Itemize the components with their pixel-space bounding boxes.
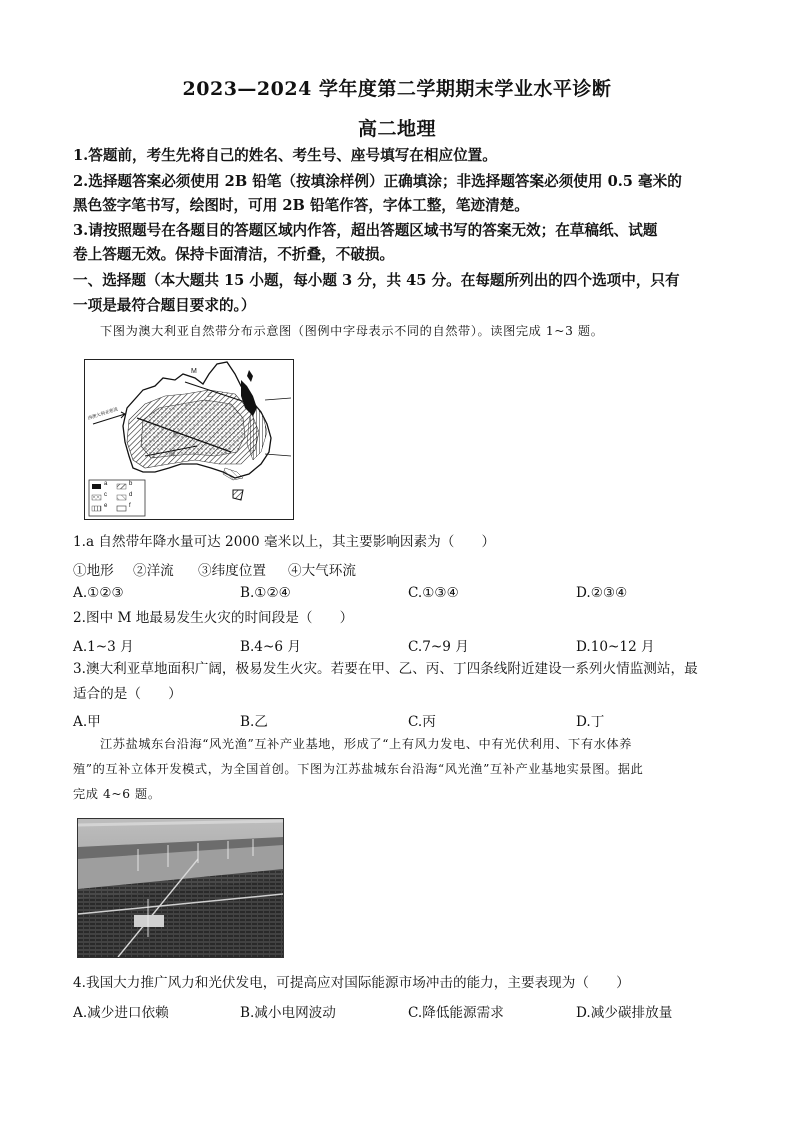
map-label-ding: 丁 <box>249 450 256 457</box>
q2-option-d: D.10~12 月 <box>576 639 655 655</box>
legend-c: c <box>104 492 107 498</box>
map-label-jia: 甲 <box>173 432 180 439</box>
tasmania <box>233 490 243 500</box>
question-4-stem: 4.我国大力推广风力和光伏发电，可提高应对国际能源市场冲击的能力，主要表现为（ ） <box>73 975 630 991</box>
section-heading-cont: 一项是最符合题目要求的。） <box>73 297 256 314</box>
q2-option-a: A.1~3 月 <box>73 639 134 655</box>
q4-option-d: D.减少碳排放量 <box>576 1005 673 1021</box>
question-2-stem: 2.图中 M 地最易发生火灾的时间段是（ ） <box>73 610 354 626</box>
section-heading: 一、选择题（本大题共 15 小题，每小题 3 分，共 45 分。在每题所列出的四个选项中，只有 <box>73 272 680 289</box>
map-label-bing: 丙 <box>169 451 176 458</box>
q4-option-a: A.减少进口依赖 <box>73 1005 169 1021</box>
australia-natural-zone-map <box>84 359 294 520</box>
q3-option-b: B.乙 <box>240 714 268 730</box>
instruction-line: 2.选择题答案必须使用 2B 铅笔（按填涂样例）正确填涂；非选择题答案必须使用 0.5 毫米的 <box>73 173 682 190</box>
instruction-line: 黑色签字笔书写，绘图时，可用 2B 铅笔作答，字体工整，笔迹清楚。 <box>73 197 529 214</box>
q1-factor-1: ①地形 <box>73 563 114 579</box>
q1-factor-4: ④大气环流 <box>288 563 356 579</box>
legend-d: d <box>129 492 133 498</box>
exam-title: 2023—2024 学年度第二学期期末学业水平诊断 <box>182 78 612 100</box>
question-group-intro: 江苏盐城东台沿海“风光渔”互补产业基地，形成了“上有风力发电、中有光伏利用、下有水体养 <box>100 737 632 751</box>
legend-e: e <box>104 503 108 509</box>
map-figure <box>85 360 293 519</box>
q3-option-a: A.甲 <box>73 714 101 730</box>
q1-option-b: B.①②④ <box>240 585 291 601</box>
q2-option-b: B.4~6 月 <box>240 639 301 655</box>
instruction-line: 3.请按照题号在各题目的答题区域内作答，超出答题区域书写的答案无效；在草稿纸、试题 <box>73 222 658 239</box>
question-3-stem: 3.澳大利亚草地面积广阔，极易发生火灾。若要在甲、乙、丙、丁四条线附近建设一系列火情监测站，最 <box>73 661 698 677</box>
question-group-intro-cont: 完成 4~6 题。 <box>73 787 161 801</box>
subject-title: 高二地理 <box>357 118 436 140</box>
map-label-current: 西澳大利亚寒流 <box>87 407 119 422</box>
q3-option-d: D.丁 <box>576 714 605 730</box>
question-1-stem: 1.a 自然带年降水量可达 2000 毫米以上，其主要影响因素为（ ） <box>73 534 496 550</box>
aerial-photo <box>78 819 283 957</box>
map-label-m: M <box>191 368 197 375</box>
q1-factor-2: ②洋流 <box>133 563 174 579</box>
question-group-intro: 下图为澳大利亚自然带分布示意图（图例中字母表示不同的自然带）。读图完成 1~3 题。 <box>100 324 604 338</box>
q2-option-c: C.7~9 月 <box>408 639 469 655</box>
q1-option-c: C.①③④ <box>408 585 459 601</box>
question-group-intro-cont: 殖”的互补立体开发模式，为全国首创。下图为江苏盐城东台沿海“风光渔”互补产业基地实景图。据此 <box>73 762 644 776</box>
instruction-line: 1.答题前，考生先将自己的姓名、考生号、座号填写在相应位置。 <box>73 147 497 164</box>
instruction-line: 卷上答题无效。保持卡面清洁，不折叠，不破损。 <box>73 246 395 263</box>
wind-solar-fishery-photo <box>77 818 284 958</box>
legend-f: f <box>129 503 131 509</box>
question-3-stem-cont: 适合的是（ ） <box>73 686 182 702</box>
map-label-yi: 乙 <box>207 392 214 399</box>
q3-option-c: C.丙 <box>408 714 436 730</box>
legend-b: b <box>129 481 133 487</box>
q4-option-c: C.降低能源需求 <box>408 1005 504 1021</box>
q4-option-b: B.减小电网波动 <box>240 1005 336 1021</box>
map-legend <box>89 480 145 516</box>
legend-a: a <box>104 481 108 487</box>
q1-option-d: D.②③④ <box>576 585 628 601</box>
q1-option-a: A.①②③ <box>73 585 124 601</box>
q1-factor-3: ③纬度位置 <box>198 563 266 579</box>
